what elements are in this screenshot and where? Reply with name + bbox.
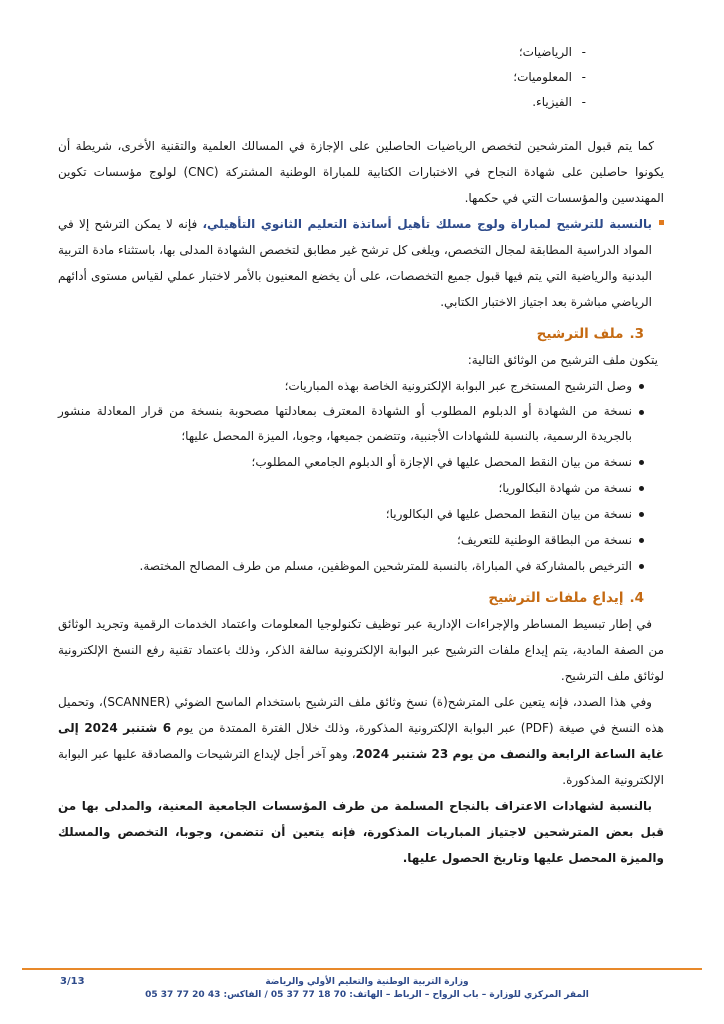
bullet-icon <box>639 486 644 491</box>
subject-list <box>58 40 664 115</box>
list-item: -الفيزياء. <box>532 95 586 109</box>
section-heading: 4.إيداع ملفات الترشيح <box>488 590 644 606</box>
list-item: نسخة من الشهادة أو الدبلوم المطلوب أو الشهادة المعترف بمعادلتها مصحوبة بنسخة من قرار المعادلة منشور بالجريدة الرسمية، بالنسبة للشهادات الأجنبية، وتتضمن جميعها، وجوبا، الميزة المحصل عليها؛ <box>58 399 644 449</box>
square-bullet-icon <box>659 220 664 225</box>
footer <box>120 976 614 1002</box>
footer-divider <box>22 968 702 970</box>
list-item: الترخيص بالمشاركة في المباراة، بالنسبة للمترشحين الموظفين، مسلم من طرف المصالح المختصة. <box>58 553 644 579</box>
list-item: -المعلوميات؛ <box>513 70 586 84</box>
bullet-icon <box>639 384 644 389</box>
bullet-paragraph: بالنسبة للترشيح لمباراة ولوج مسلك تأهيل أساتذة التعليم الثانوي التأهيلي، فإنه لا يمكن الترشح إلا في المواد الدراسية المطابقة لمجال التخصص، ويلغى كل ترشح غير مطابق لتخصص الشهادة المدلى بها، باستثناء مادة التربية البدنية والرياضية التي يتم فيها قبول جميع التخصصات، على أن يخضع المعنيون بالأمر لاختبار عملي لقياس مستوى أدائهم الرياضي مباشرة بعد اجتياز الاختبار الكتابي. <box>58 211 664 315</box>
list-item: نسخة من بيان النقط المحصل عليها في الإجازة أو الدبلوم الجامعي المطلوب؛ <box>58 449 644 475</box>
section-intro: يتكون ملف الترشيح من الوثائق التالية: <box>467 353 658 367</box>
footer-ministry: وزارة التربية الوطنية والتعليم الأولي والرياضة <box>265 977 469 987</box>
bullet-icon <box>639 538 644 543</box>
paragraph: في إطار تبسيط المساطر والإجراءات الإدارية عبر توظيف تكنولوجيا المعلومات واعتماد الخدمات الرقمية وتجريد الوثائق من الصفة المادية، يتم إيداع ملفات الترشيح عبر البوابة الإلكترونية سالفة الذكر، وذلك باعتماد تقنية رفع النسخ الإلكترونية لوثائق ملف الترشيح. <box>58 617 664 683</box>
list-item: -الرياضيات؛ <box>518 45 586 59</box>
list-item: نسخة من شهادة البكالوريا؛ <box>58 475 644 501</box>
bullet-icon <box>639 512 644 517</box>
list-item: وصل الترشيح المستخرج عبر البوابة الإلكترونية الخاصة بهذه المباريات؛ <box>58 373 644 399</box>
footer-address: المقر المركزي للوزارة – باب الرواح – الرباط – الهاتف: 70 18 77 37 05 / الفاكس: 43 20 77 37 05 <box>145 990 589 1000</box>
paragraph: كما يتم قبول المترشحين لتخصص الرياضيات الحاصلين على الإجازة في المسالك العلمية والتقنية الأخرى، شريطة أن يكونوا حاصلين على شهادة النجاح في الاختبارات الكتابية للمباراة الوطنية المشتركة (CNC) لولوج مؤسسات تكوين المهندسين والمؤسسات التي في حكمها. <box>58 139 664 205</box>
bullet-icon <box>639 564 644 569</box>
documents-list <box>58 373 664 579</box>
section-heading: 3.ملف الترشيح <box>536 326 644 342</box>
paragraph: بالنسبة لشهادات الاعتراف بالنجاح المسلمة من طرف المؤسسات الجامعية المعنية، والمدلى بها من قبل بعض المترشحين لاجتياز المباريات المذكورة، فإنه يتعين أن تتضمن، وجوبا، التخصص والمسلك والميزة المحصل عليها وتاريخ الحصول عليها. <box>58 799 664 865</box>
paragraph: وفي هذا الصدد، فإنه يتعين على المترشح(ة) نسخ وثائق ملف الترشيح باستخدام الماسح الضوئي (SCANNER)، وتحميل هذه النسخ في صيغة (PDF) عبر البوابة الإلكترونية المذكورة، وذلك خلال الفترة الممتدة من يوم 6 شتنبر 2024 إلى غاية الساعة الرابعة والنصف من يوم 23 شتنبر 2024، وهو آخر أجل لإيداع الترشيحات والمصادقة عليها عبر البوابة الإلكترونية المذكورة. <box>58 695 664 787</box>
bullet-icon <box>639 410 644 415</box>
page-number: 3/13 <box>60 976 85 987</box>
page-content <box>58 40 664 871</box>
bullet-icon <box>639 460 644 465</box>
list-item: نسخة من بيان النقط المحصل عليها في البكالوريا؛ <box>58 501 644 527</box>
list-item: نسخة من البطاقة الوطنية للتعريف؛ <box>58 527 644 553</box>
